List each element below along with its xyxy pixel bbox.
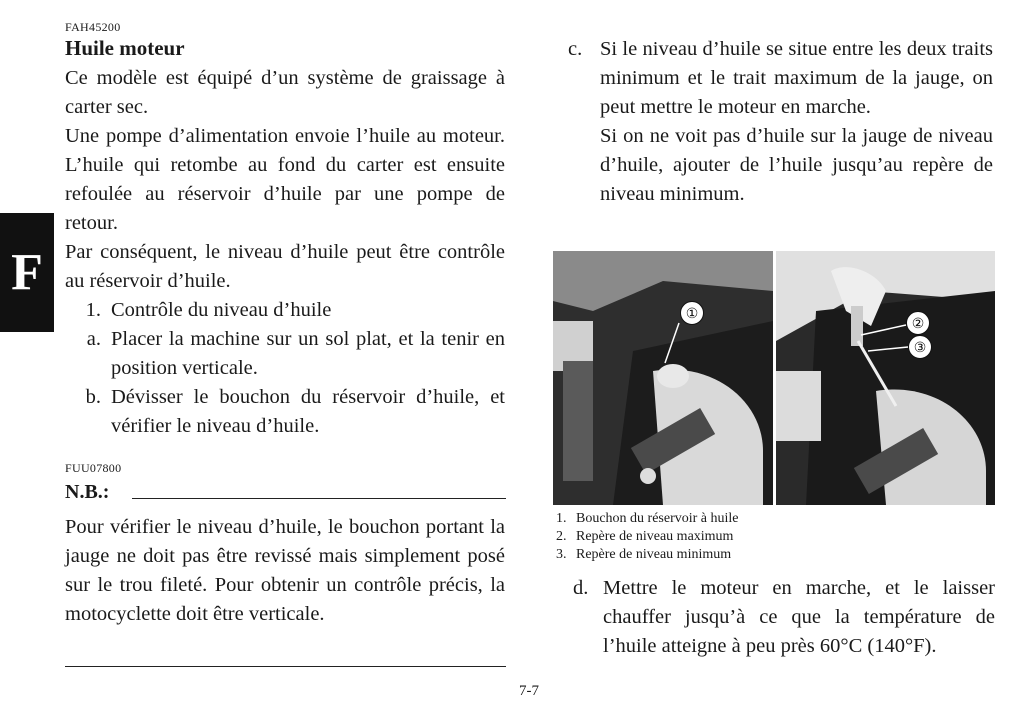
callout-2: ②	[906, 311, 930, 335]
step-c-text-2: Si on ne voit pas d’huile sur la jauge de niveau d’huile, ajouter de l’huile jusqu’au repère de niveau minimum.	[600, 125, 993, 205]
section-tab-letter: F	[11, 244, 43, 301]
note-label: N.B.:	[65, 481, 110, 503]
section-tab	[0, 213, 54, 332]
step-text: Dévisser le bouchon du réservoir d’huile, et vérifier le niveau d’huile.	[111, 386, 505, 437]
step-d	[573, 574, 995, 661]
photo-dipstick-drawing	[776, 251, 995, 505]
step-c-label: c.	[568, 38, 583, 60]
step-text: Contrôle du niveau d’huile	[111, 299, 332, 321]
note-rule-top	[132, 498, 506, 499]
step-item-a	[61, 325, 505, 383]
note-rule-bottom	[65, 666, 506, 667]
paragraph-3: Par conséquent, le niveau d’huile peut être contrôle au réservoir d’huile.	[65, 241, 505, 292]
step-d-text: Mettre le moteur en marche, et le laisser chauffer jusqu’à ce que la température de l’huile atteigne à peu près 60°C (140°F).	[603, 577, 995, 657]
callout-1: ①	[680, 301, 704, 325]
photo-oil-tank-cap-drawing	[553, 251, 773, 505]
step-text: Placer la machine sur un sol plat, et la tenir en position verticale.	[111, 328, 505, 379]
paragraph-2: Une pompe d’alimentation envoie l’huile au moteur. L’huile qui retombe au fond du carter est ensuite refoulée au réservoir d’huile par une pompe de retour.	[65, 125, 505, 234]
step-c-row	[568, 35, 993, 122]
step-c-text-1: Si le niveau d’huile se situe entre les deux traits minimum et le trait maximum de la jauge, on peut mettre le moteur en marche.	[600, 38, 993, 118]
caption-num: 3.	[556, 547, 567, 562]
caption-item-2	[556, 528, 986, 546]
note-text: Pour vérifier le niveau d’huile, le bouchon portant la jauge ne doit pas être revissé mais simplement posé sur le trou fileté. Pour obtenir un contrôle précis, la motocyclette doit être verticale.	[65, 516, 505, 625]
caption-item-3	[556, 546, 986, 564]
section-code: FAH45200	[65, 20, 121, 34]
caption-text: Repère de niveau minimum	[576, 547, 732, 562]
step-label: b.	[85, 386, 101, 408]
callout-3: ③	[908, 335, 932, 359]
page-number: 7-7	[519, 683, 539, 699]
step-d-label: d.	[573, 577, 589, 599]
step-label: a.	[86, 328, 101, 350]
caption-item-1	[556, 510, 986, 528]
step-item-1	[61, 296, 505, 325]
note-code: FUU07800	[65, 461, 122, 475]
caption-list	[556, 510, 986, 564]
caption-num: 2.	[556, 529, 567, 544]
caption-text: Repère de niveau maximum	[576, 529, 734, 544]
photo-dipstick	[776, 251, 995, 505]
caption-text: Bouchon du réservoir à huile	[576, 511, 739, 526]
step-item-b	[61, 383, 505, 441]
step-c	[568, 35, 993, 209]
step-list	[61, 296, 505, 441]
photo-oil-tank-cap	[553, 251, 773, 505]
paragraph-1: Ce modèle est équipé d’un système de graissage à carter sec.	[65, 67, 505, 118]
left-body	[65, 64, 505, 441]
section-title: Huile moteur	[65, 36, 185, 60]
caption-num: 1.	[556, 511, 567, 526]
step-label: 1.	[85, 299, 101, 321]
